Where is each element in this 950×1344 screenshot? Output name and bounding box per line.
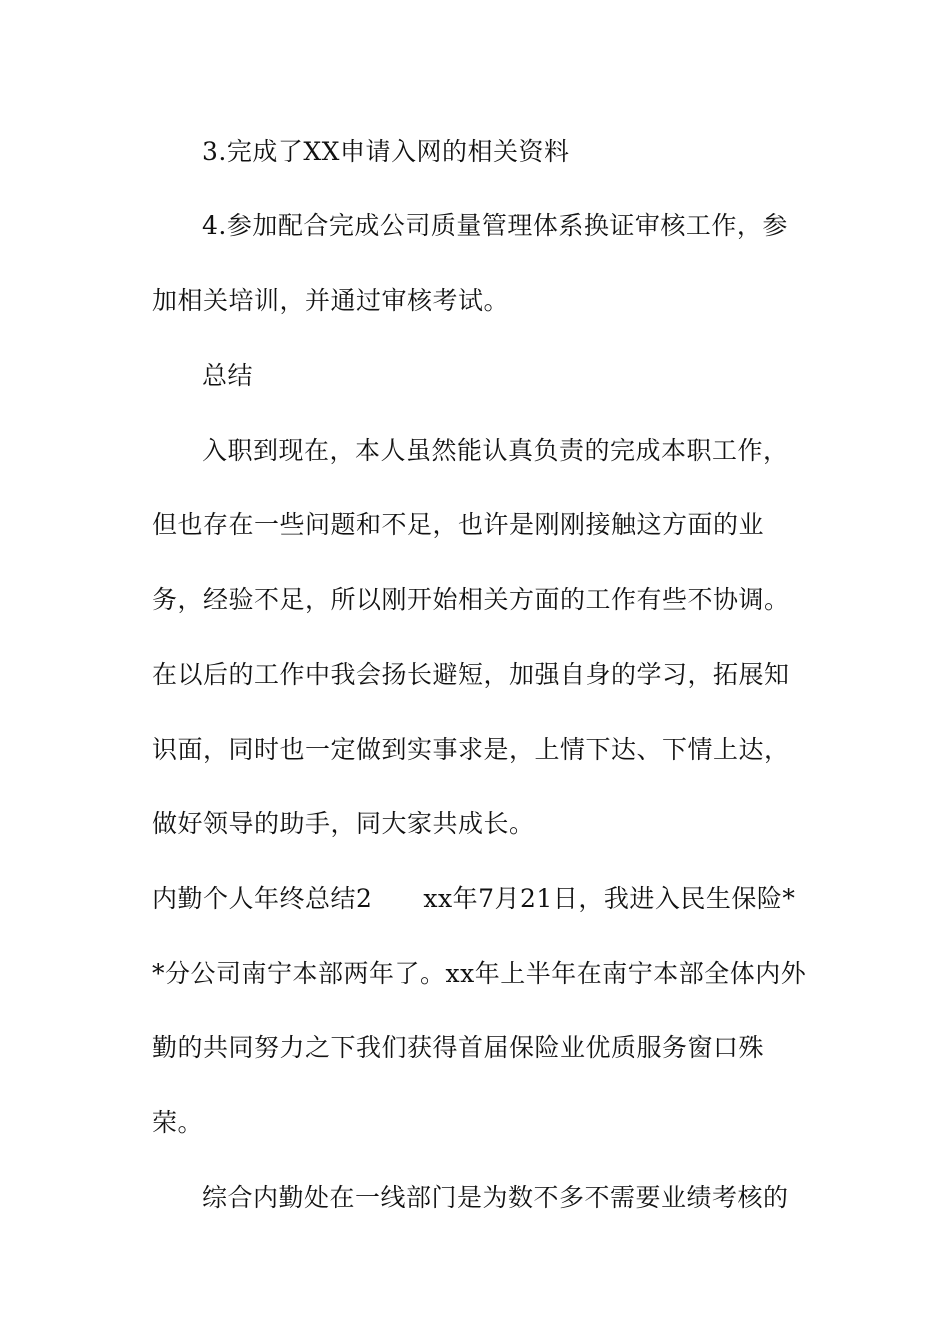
section-heading: 总结	[202, 361, 254, 390]
paragraph-line: 内勤个人年终总结2 xx年7月21日，我进入民生保险*	[152, 884, 796, 913]
paragraph-line: 做好领导的助手，同大家共成长。	[152, 809, 535, 838]
paragraph-line: 入职到现在，本人虽然能认真负责的完成本职工作，	[202, 436, 789, 465]
paragraph-line: 3.完成了XX申请入网的相关资料	[202, 137, 570, 166]
paragraph-line: 务，经验不足，所以刚开始相关方面的工作有些不协调。	[152, 585, 790, 614]
paragraph-line: 勤的共同努力之下我们获得首届保险业优质服务窗口殊	[152, 1033, 765, 1062]
paragraph-line: 但也存在一些问题和不足，也许是刚刚接触这方面的业	[152, 510, 765, 539]
paragraph-line: 在以后的工作中我会扬长避短，加强自身的学习，拓展知	[152, 660, 790, 689]
paragraph-line: 加相关培训，并通过审核考试。	[152, 286, 510, 315]
paragraph-line: 综合内勤处在一线部门是为数不多不需要业绩考核的	[202, 1183, 789, 1212]
paragraph-line: 识面，同时也一定做到实事求是，上情下达、下情上达，	[152, 735, 790, 764]
paragraph-line: 荣。	[152, 1108, 204, 1137]
paragraph-line: 4.参加配合完成公司质量管理体系换证审核工作，参	[202, 211, 788, 240]
paragraph-line: *分公司南宁本部两年了。xx年上半年在南宁本部全体内外	[152, 959, 807, 988]
